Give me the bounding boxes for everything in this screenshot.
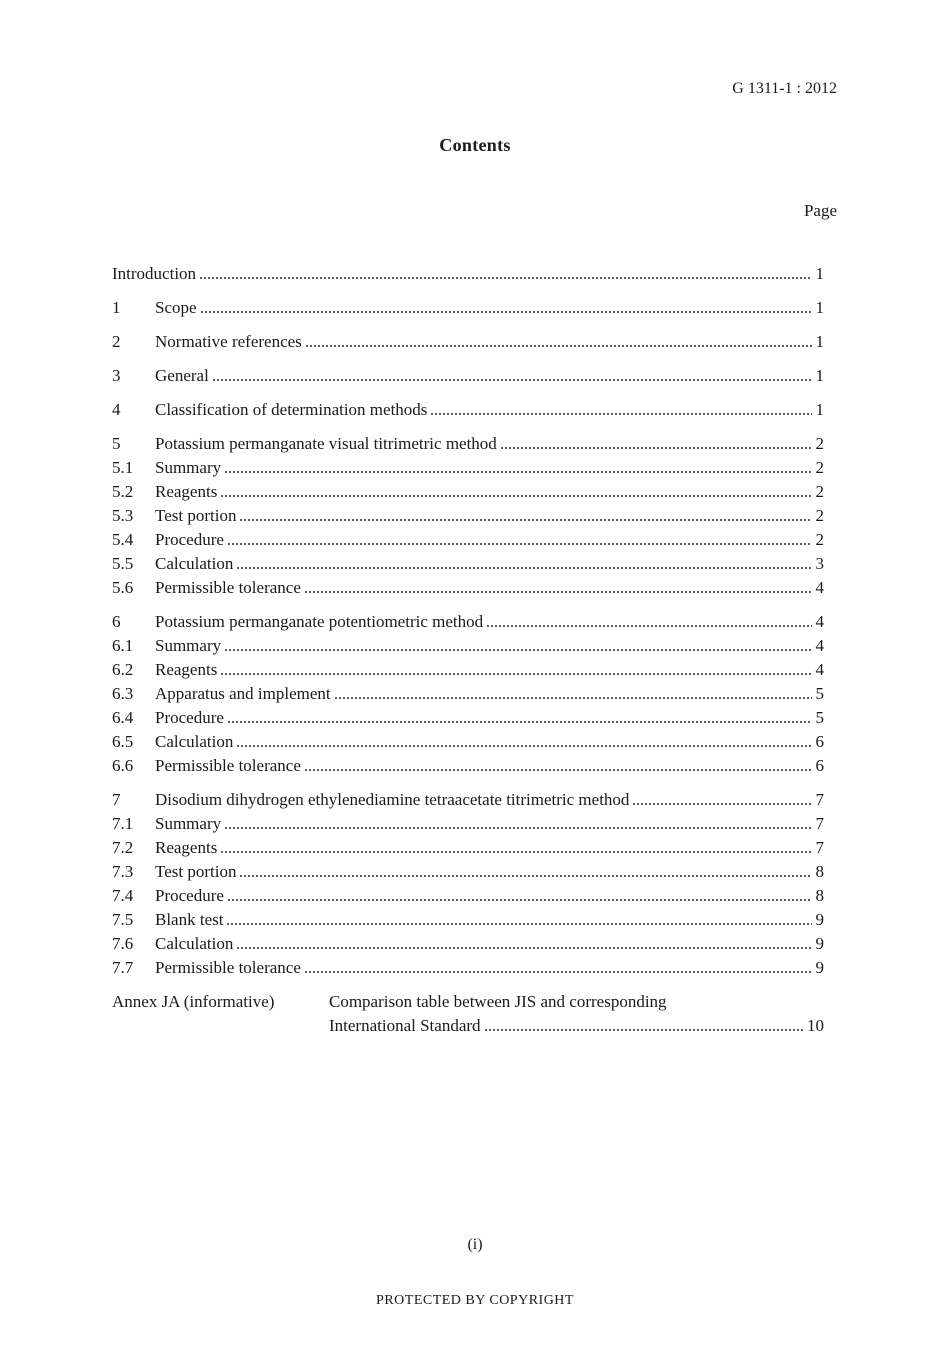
annex-title-text: International Standard [329,1016,481,1035]
page-number: 6 [815,756,824,775]
section-title: Permissible tolerance [155,756,301,775]
page-number: 6 [815,732,824,751]
dot-leader [236,745,812,747]
section-number: 7.3 [112,862,134,881]
dot-leader [486,625,812,627]
toc-entry[interactable] [112,956,824,980]
page-number: 9 [815,958,824,977]
section-title: Scope [155,298,197,317]
dot-leader [226,923,812,925]
section-title: General [155,366,209,385]
dot-leader [304,769,812,771]
dot-leader [227,899,812,901]
toc-entry[interactable] [112,610,824,634]
dot-leader [224,471,812,473]
dot-leader [224,649,812,651]
footer-page-number: (i) [467,1236,483,1253]
page-number: 4 [815,612,824,631]
toc-entry[interactable] [112,432,824,456]
section-title: Potassium permanganate potentiometric method [155,612,484,631]
toc-entry[interactable] [112,812,824,836]
section-number: 2 [112,332,121,351]
section-title: Test portion [155,506,237,525]
section-number: 6 [112,612,121,631]
page-number: 7 [815,838,824,857]
toc-entry[interactable] [112,884,824,908]
dot-leader [632,803,812,805]
section-title: Calculation [155,732,234,751]
page-number: 1 [815,264,824,283]
dot-leader [200,311,812,313]
toc-entry[interactable] [112,788,824,812]
page-number: 4 [815,578,824,597]
toc-entry[interactable] [112,658,824,682]
toc-entry[interactable] [112,528,824,552]
page-number: 8 [815,862,824,881]
toc-entry[interactable] [112,364,824,388]
dot-leader [484,1029,804,1031]
dot-leader [227,543,812,545]
section-number: 4 [112,400,121,419]
toc-entry[interactable] [112,836,824,860]
section-title: Reagents [155,482,218,501]
toc-entry[interactable] [112,456,824,480]
page-number: 7 [815,814,824,833]
annex-label: Annex JA (informative) [112,992,275,1011]
annex-title-line-2 [329,1014,824,1038]
toc-entry[interactable] [112,730,824,754]
dot-leader [220,495,812,497]
section-number: 5.1 [112,458,134,477]
dot-leader [500,447,812,449]
section-number: 6.1 [112,636,134,655]
page-number: 9 [815,910,824,929]
section-number: 6.2 [112,660,134,679]
dot-leader [236,567,812,569]
section-title: Procedure [155,708,224,727]
toc-entry[interactable] [112,754,824,778]
section-title: Procedure [155,886,224,905]
section-number: 7.7 [112,958,134,977]
toc-entry[interactable] [112,262,824,286]
page-number: 8 [815,886,824,905]
dot-leader [239,519,812,521]
section-title: Test portion [155,862,237,881]
section-number: 5.6 [112,578,134,597]
section-number: 5 [112,434,121,453]
page-number: 5 [815,708,824,727]
section-number: 5.3 [112,506,134,525]
annex-title-text: Comparison table between JIS and corresponding [329,992,667,1011]
toc-entry[interactable] [112,480,824,504]
toc-entry[interactable] [112,634,824,658]
page-number: 2 [815,482,824,501]
page-number: 7 [815,790,824,809]
page-number: 2 [815,434,824,453]
section-title: Reagents [155,660,218,679]
section-title: Blank test [155,910,224,929]
toc-entry[interactable] [112,932,824,956]
page-number: 2 [815,530,824,549]
section-number: 7.2 [112,838,134,857]
dot-leader [334,697,812,699]
section-title: Apparatus and implement [155,684,331,703]
page-column-label: Page [803,201,837,220]
toc-entry[interactable] [112,552,824,576]
page-number: 2 [815,458,824,477]
toc-entry[interactable] [112,706,824,730]
section-title: Summary [155,636,222,655]
toc-entry[interactable] [112,504,824,528]
dot-leader [430,413,812,415]
page-number: 1 [815,332,824,351]
page-title: Contents [439,135,511,155]
dot-leader [220,673,812,675]
section-title: Permissible tolerance [155,958,301,977]
section-number: 7 [112,790,121,809]
toc-entry[interactable] [112,908,824,932]
dot-leader [239,875,812,877]
section-title: Reagents [155,838,218,857]
page-number: 1 [815,298,824,317]
dot-leader [227,721,812,723]
section-title: Classification of determination methods [155,400,428,419]
section-title: Calculation [155,934,234,953]
section-title: Potassium permanganate visual titrimetric method [155,434,497,453]
toc-entry[interactable] [112,860,824,884]
dot-leader [212,379,812,381]
section-number: 7.4 [112,886,134,905]
copyright-notice: PROTECTED BY COPYRIGHT [376,1293,574,1308]
section-number: 6.3 [112,684,134,703]
page-number: 3 [815,554,824,573]
section-title: Procedure [155,530,224,549]
table-of-contents [112,262,824,1038]
dot-leader [304,591,812,593]
section-number: 5.4 [112,530,134,549]
toc-entry[interactable] [112,398,824,422]
page-number: 10 [807,1016,824,1035]
toc-entry[interactable] [112,296,824,320]
section-number: 3 [112,366,121,385]
section-title: Introduction [112,264,197,283]
dot-leader [224,827,812,829]
page-number: 1 [815,400,824,419]
page-number: 4 [815,636,824,655]
dot-leader [236,947,812,949]
page-number: 5 [815,684,824,703]
section-number: 6.6 [112,756,134,775]
annex-body [329,990,824,1038]
toc-entry[interactable] [112,576,824,600]
dot-leader [220,851,812,853]
section-title: Summary [155,458,222,477]
dot-leader [305,345,812,347]
dot-leader [199,277,812,279]
section-number: 7.5 [112,910,134,929]
section-number: 1 [112,298,121,317]
section-title: Permissible tolerance [155,578,301,597]
section-title: Normative references [155,332,302,351]
section-number: 7.6 [112,934,134,953]
page-number: 1 [815,366,824,385]
section-number: 5.2 [112,482,134,501]
page-number: 9 [815,934,824,953]
dot-leader [304,971,812,973]
section-title: Summary [155,814,222,833]
document-number: G 1311-1 : 2012 [732,80,837,97]
toc-entry[interactable] [112,682,824,706]
section-title: Disodium dihydrogen ethylenediamine tetraacetate titrimetric method [155,790,630,809]
section-number: 5.5 [112,554,134,573]
toc-entry[interactable] [112,330,824,354]
page-number: 2 [815,506,824,525]
annex-title-line-1 [329,990,824,1014]
section-number: 6.4 [112,708,134,727]
section-number: 7.1 [112,814,134,833]
section-title: Calculation [155,554,234,573]
page-number: 4 [815,660,824,679]
section-number: 6.5 [112,732,134,751]
annex-entry[interactable] [112,990,824,1038]
